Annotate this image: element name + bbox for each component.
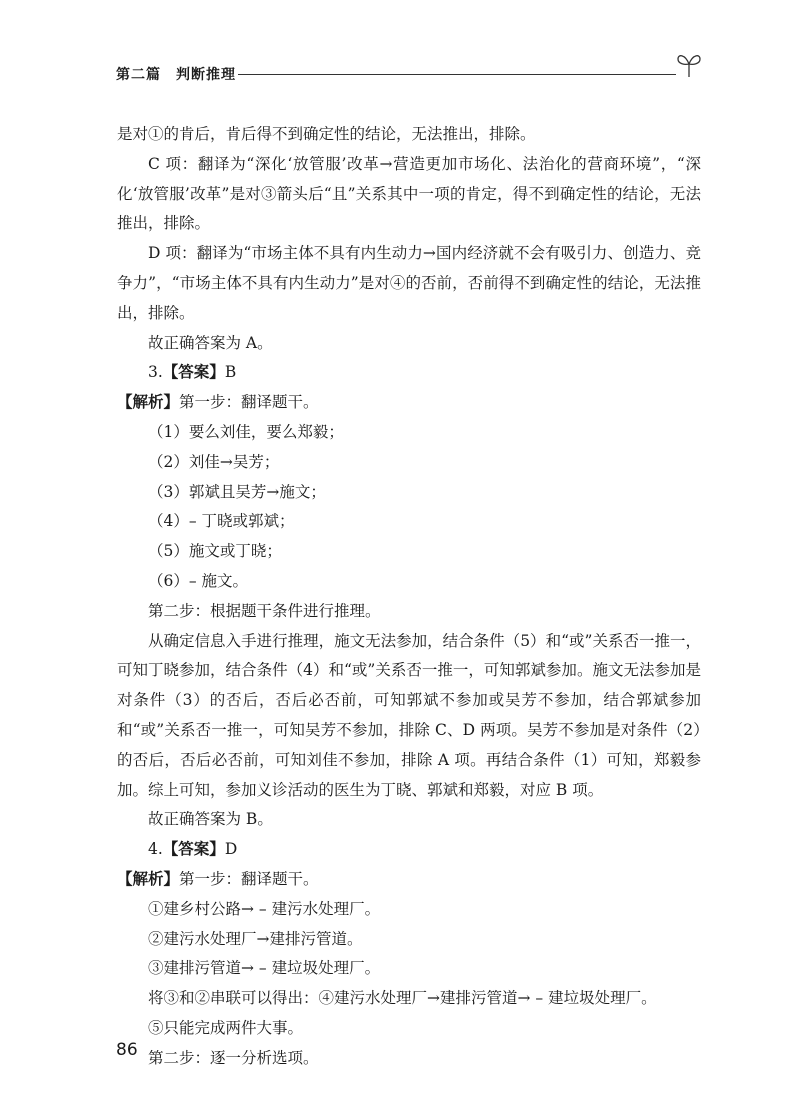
- answer-line-q3: [117, 358, 701, 388]
- question-number: 4.: [148, 840, 163, 859]
- analysis-line-q3: [117, 388, 701, 418]
- header-rule: [238, 74, 676, 75]
- option-d-analysis: D 项：翻译为“市场主体不具有内生动力→国内经济就不会有吸引力、创造力、竞争力”，“市场主体不具有内生动力”是对④的否前，否前得不到确定性的结论，无法推出，排除。: [117, 244, 701, 322]
- analysis-line-q4: [117, 865, 701, 895]
- premise-item: ③建排污管道→ – 建垃圾处理厂。: [148, 959, 381, 978]
- answer-label: 【答案】: [162, 363, 225, 382]
- analysis-intro: 第一步：翻译题干。: [179, 393, 319, 412]
- condition-item: （4）– 丁晓或郭斌；: [148, 512, 295, 531]
- question-number: 3.: [148, 363, 163, 382]
- answer-value: D: [224, 840, 238, 859]
- premise-item: ②建污水处理厂→建排污管道。: [148, 929, 363, 948]
- reasoning-paragraph: 从确定信息入手进行推理，施文无法参加，结合条件（5）和“或”关系否一推一，可知丁晓参加，结合条件（4）和“或”关系否一推一，可知郭斌参加。施文无法参加是对条件（3）的否后，否后必否前，可知郭斌不参加或吴芳不参加，结合郭斌参加和“或”关系否一推一，可知吴芳不参加，排除 C、D 两项。吴芳不参加是对条件（2）的否后，否后必否前，可知刘佳不参加，排除 A 项。再结合条件（1）可知，郑毅参加。综上可知，参加义诊活动的医生为丁晓、郭斌和郑毅，对应 B 项。: [117, 631, 701, 799]
- answer-value: B: [224, 363, 237, 382]
- sprout-icon: [676, 50, 702, 78]
- premise-item: ⑤只能完成两件大事。: [148, 1018, 304, 1037]
- option-c-analysis: C 项：翻译为“深化‘放管服’改革→营造更加市场化、法治化的营商环境”，“深化‘放管服’改革”是对③箭头后“且”关系其中一项的肯定，得不到确定性的结论，无法推出，排除。: [117, 154, 701, 233]
- condition-item: （3）郭斌且吴芳→施文；: [148, 482, 326, 501]
- conclusion: 故正确答案为 A。: [148, 333, 273, 352]
- premise-item: ①建乡村公路→ – 建污水处理厂。: [148, 899, 381, 918]
- condition-item: （5）施文或丁晓；: [148, 542, 282, 561]
- step-heading: 第二步：逐一分析选项。: [148, 1048, 319, 1067]
- condition-item: （6）– 施文。: [148, 571, 249, 590]
- page-header: [116, 58, 706, 90]
- premise-item: 将③和②串联可以得出：④建污水处理厂→建排污管道→ – 建垃圾处理厂。: [148, 989, 657, 1008]
- condition-item: （2）刘佳→吴芳；: [148, 452, 280, 471]
- analysis-label: 【解析】: [117, 393, 180, 412]
- answer-content: [117, 120, 701, 1074]
- condition-item: （1）要么刘佳，要么郑毅；: [148, 422, 344, 441]
- section-title: 第二篇 判断推理: [116, 67, 236, 83]
- paragraph: 是对①的肯后，肯后得不到确定性的结论，无法推出，排除。: [117, 125, 536, 143]
- analysis-label: 【解析】: [117, 869, 180, 888]
- step-heading: 第二步：根据题干条件进行推理。: [148, 601, 381, 620]
- analysis-intro: 第一步：翻译题干。: [179, 869, 319, 888]
- page-number: 86: [116, 1040, 138, 1060]
- answer-label: 【答案】: [162, 840, 225, 859]
- conclusion: 故正确答案为 B。: [148, 810, 273, 829]
- answer-line-q4: [117, 835, 701, 865]
